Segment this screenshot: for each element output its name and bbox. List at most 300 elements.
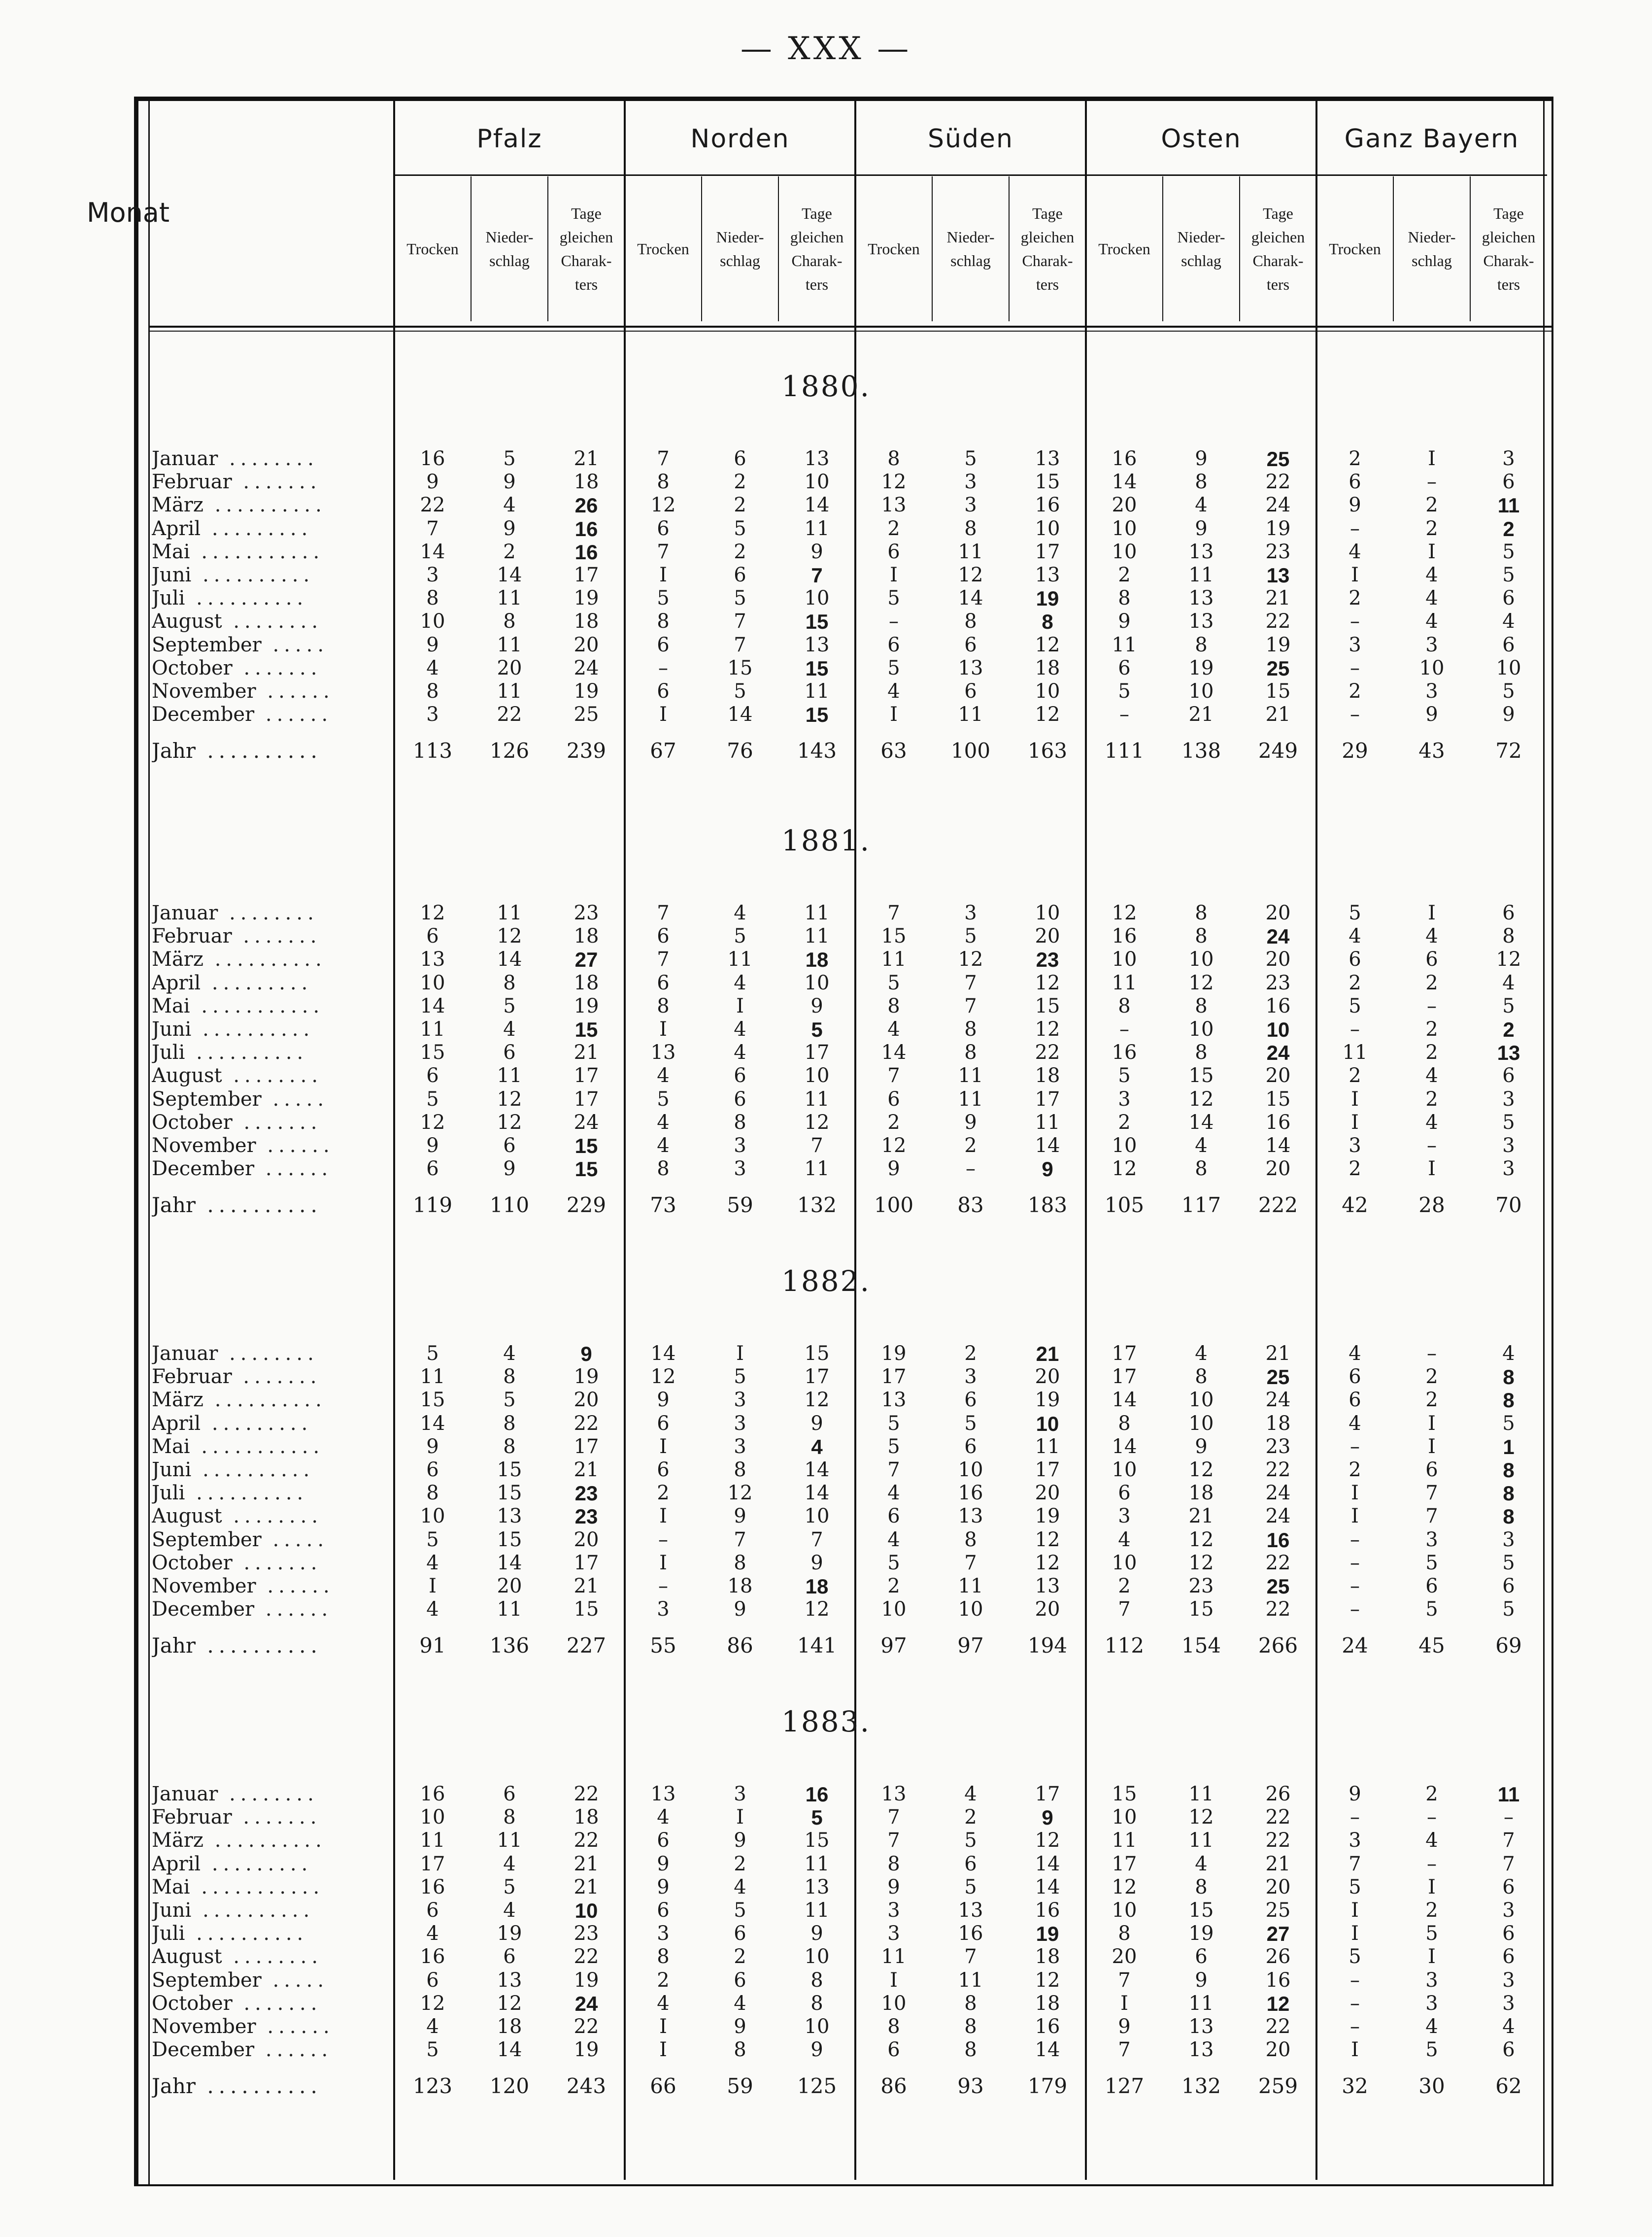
table-cell: 20	[1035, 1482, 1060, 1505]
table-cell: –	[1350, 610, 1360, 633]
region-header-pfalz: Pfalz	[476, 124, 542, 154]
table-cell: I	[659, 1505, 667, 1528]
month-name: Januar	[152, 902, 218, 924]
table-cell: 66	[650, 2074, 676, 2099]
table-cell: 6	[1349, 948, 1361, 971]
table-cell: 4	[1195, 1134, 1208, 1157]
table-cell: 10	[958, 1458, 983, 1481]
table-cell: 16	[420, 1875, 445, 1898]
table-cell: 3	[1502, 447, 1515, 470]
table-row	[0, 925, 1652, 948]
month-label	[152, 1134, 388, 1157]
leader-dots: ........	[222, 1064, 323, 1087]
leader-dots: ...........	[190, 1435, 325, 1458]
table-cell: 15	[574, 1157, 598, 1181]
table-cell: 18	[573, 471, 599, 494]
table-cell: 19	[1035, 1389, 1060, 1412]
table-cell: 7	[657, 948, 670, 971]
leader-dots: ......	[256, 2015, 335, 2038]
table-cell: 22	[573, 2015, 599, 2038]
table-cell: 18	[497, 2015, 522, 2038]
table-cell: 17	[573, 1551, 599, 1574]
table-cell: 12	[1188, 1551, 1214, 1574]
table-cell: 10	[420, 610, 445, 633]
table-cell: 6	[503, 1041, 516, 1064]
table-cell: 5	[1502, 1412, 1515, 1435]
table-cell: 154	[1181, 1633, 1221, 1658]
table-cell: 6	[657, 1412, 670, 1435]
table-row	[0, 657, 1652, 680]
table-cell: 6	[1349, 1389, 1361, 1412]
table-cell: 5	[1502, 1551, 1515, 1574]
table-cell: –	[889, 610, 899, 633]
leader-dots: ........	[222, 610, 323, 633]
table-cell: 4	[426, 2015, 439, 2038]
table-cell: 10	[804, 1505, 830, 1528]
table-cell: 16	[420, 447, 445, 470]
table-cell: 17	[881, 1365, 907, 1389]
table-cell: 6	[657, 1829, 670, 1852]
header-separator-2	[148, 331, 1551, 332]
month-name: Juni	[152, 1899, 192, 1922]
table-cell: 12	[1112, 902, 1137, 924]
table-cell: 23	[574, 1505, 598, 1528]
table-cell: 4	[887, 1528, 900, 1551]
leader-dots: ..........	[191, 1899, 315, 1922]
table-cell: 11	[1188, 564, 1214, 586]
table-cell: 2	[1425, 494, 1438, 517]
month-name: März	[152, 1389, 203, 1412]
table-cell: 21	[1265, 1342, 1291, 1365]
table-cell: 7	[887, 1806, 900, 1829]
table-cell: 3	[887, 1922, 900, 1945]
table-cell: 15	[1188, 1598, 1214, 1621]
table-cell: 13	[804, 1875, 830, 1898]
table-cell: 9	[1195, 517, 1208, 540]
table-cell: 15	[1035, 471, 1060, 494]
table-cell: 9	[887, 1875, 900, 1898]
table-cell: 10	[1188, 680, 1214, 703]
table-cell: 6	[734, 447, 746, 470]
table-cell: 15	[497, 1482, 522, 1505]
leader-dots: ..........	[191, 564, 315, 586]
table-cell: 17	[1035, 1458, 1060, 1481]
table-cell: 11	[958, 1087, 983, 1111]
table-cell: 5	[426, 1087, 439, 1111]
month-name: Mai	[152, 994, 190, 1017]
table-cell: 23	[1265, 540, 1291, 563]
table-cell: 2	[503, 540, 516, 563]
subcolumn-header: Tage gleichen Charak- ters	[1251, 204, 1305, 293]
table-cell: 22	[420, 494, 445, 517]
table-cell: 125	[797, 2074, 837, 2099]
table-cell: 26	[574, 494, 598, 517]
table-cell: 14	[1035, 1134, 1060, 1157]
table-cell: 11	[804, 925, 830, 948]
table-cell: 9	[734, 1505, 746, 1528]
table-cell: 2	[1349, 1157, 1361, 1181]
table-cell: 7	[964, 1945, 977, 1968]
table-cell: 24	[574, 1992, 598, 2015]
table-cell: 12	[1035, 1829, 1060, 1852]
table-cell: 13	[804, 447, 830, 470]
month-label	[152, 1157, 388, 1181]
table-cell: 9	[887, 1157, 900, 1181]
table-cell: 17	[804, 1041, 830, 1064]
table-cell: 21	[573, 1041, 599, 1064]
table-cell: 2	[1349, 587, 1361, 610]
month-label	[152, 1018, 388, 1041]
table-cell: 18	[1035, 1064, 1060, 1087]
table-cell: 4	[734, 971, 746, 994]
table-cell: 23	[1036, 948, 1059, 972]
table-cell: 5	[1502, 680, 1515, 703]
table-cell: 11	[497, 680, 522, 703]
table-cell: –	[1119, 703, 1129, 726]
table-cell: 5	[657, 587, 670, 610]
table-cell: 70	[1495, 1193, 1522, 1218]
table-cell: I	[1351, 1111, 1359, 1134]
table-cell: 9	[426, 471, 439, 494]
table-cell: 10	[420, 1505, 445, 1528]
month-label	[152, 1482, 388, 1505]
table-cell: 2	[734, 471, 746, 494]
table-cell: 17	[1035, 1783, 1060, 1805]
table-cell: 7	[887, 1829, 900, 1852]
table-cell: I	[429, 1575, 437, 1597]
table-cell: 15	[804, 1342, 830, 1365]
table-cell: 59	[727, 2074, 753, 2099]
table-cell: 23	[1188, 1575, 1214, 1597]
table-cell: 24	[1266, 1041, 1290, 1065]
month-name: April	[152, 1852, 201, 1875]
jahr-row	[0, 2074, 1652, 2098]
table-cell: 11	[497, 1064, 522, 1087]
table-cell: 239	[566, 739, 607, 763]
month-label	[152, 1899, 388, 1922]
table-cell: 14	[804, 1458, 830, 1481]
table-cell: 20	[1035, 1365, 1060, 1389]
table-cell: 12	[650, 1365, 676, 1389]
table-cell: 15	[805, 656, 829, 680]
table-cell: 16	[420, 1945, 445, 1968]
table-cell: 4	[734, 1018, 746, 1041]
table-cell: 8	[1195, 1875, 1208, 1898]
table-cell: 141	[797, 1633, 837, 1658]
table-cell: 2	[657, 1968, 670, 1992]
table-cell: 12	[1112, 1875, 1137, 1898]
table-cell: 11	[804, 1852, 830, 1875]
table-cell: 3	[657, 1922, 670, 1945]
table-cell: 18	[573, 1806, 599, 1829]
table-cell: 5	[1349, 1945, 1361, 1968]
table-cell: 18	[573, 610, 599, 633]
table-cell: 2	[964, 1342, 977, 1365]
leader-dots: ..........	[203, 1829, 327, 1852]
month-label	[152, 1806, 388, 1829]
table-cell: 86	[880, 2074, 907, 2099]
leader-dots: ..........	[196, 1193, 322, 1217]
table-cell: 4	[1349, 1412, 1361, 1435]
table-cell: 4	[887, 680, 900, 703]
region-header-ganz-bayern: Ganz Bayern	[1344, 124, 1519, 154]
subcolumn-header: Tage gleichen Charak- ters	[790, 204, 844, 293]
table-cell: –	[1427, 994, 1437, 1017]
table-cell: 4	[426, 1922, 439, 1945]
table-cell: 10	[804, 587, 830, 610]
table-cell: 12	[1035, 633, 1060, 656]
table-cell: 12	[804, 1389, 830, 1412]
month-name: Jahr	[152, 1193, 196, 1217]
table-cell: 6	[1502, 1575, 1515, 1597]
table-row	[0, 1111, 1652, 1134]
table-cell: 17	[1035, 540, 1060, 563]
table-cell: 5	[1425, 1922, 1438, 1945]
leader-dots: ..........	[185, 1041, 308, 1064]
table-cell: 12	[958, 948, 983, 971]
month-name: Juli	[152, 587, 185, 610]
month-name: November	[152, 1575, 256, 1597]
table-cell: 17	[420, 1852, 445, 1875]
month-name: Juni	[152, 1018, 192, 1041]
table-cell: 4	[1502, 1342, 1515, 1365]
table-cell: 2	[887, 1575, 900, 1597]
leader-dots: ......	[256, 680, 335, 703]
table-cell: 11	[958, 1575, 983, 1597]
table-row	[0, 1899, 1652, 1922]
leader-dots: .....	[261, 1087, 329, 1111]
table-cell: 14	[420, 540, 445, 563]
table-cell: 9	[657, 1389, 670, 1412]
month-label	[152, 1876, 388, 1899]
table-row	[0, 1342, 1652, 1365]
region-header-osten: Osten	[1161, 124, 1242, 154]
table-cell: 6	[734, 1968, 746, 1992]
table-cell: 2	[964, 1806, 977, 1829]
table-cell: 8	[1503, 1389, 1515, 1412]
jahr-row	[0, 739, 1652, 762]
table-cell: 20	[1265, 1875, 1291, 1898]
table-cell: 13	[1035, 1575, 1060, 1597]
table-cell: 19	[573, 1968, 599, 1992]
leader-dots: .......	[232, 656, 322, 679]
table-cell: 14	[1112, 471, 1137, 494]
table-cell: 9	[1118, 2015, 1131, 2038]
table-cell: I	[1428, 1875, 1436, 1898]
table-cell: I	[659, 564, 667, 586]
table-row	[0, 494, 1652, 517]
month-name: August	[152, 1505, 222, 1528]
table-cell: 10	[881, 1598, 907, 1621]
table-cell: 4	[1425, 2015, 1438, 2038]
table-cell: 10	[881, 1992, 907, 2015]
table-cell: 22	[1265, 1598, 1291, 1621]
table-cell: 9	[426, 1134, 439, 1157]
table-cell: 15	[881, 925, 907, 948]
table-cell: I	[1428, 1945, 1436, 1968]
table-row	[0, 1945, 1652, 1968]
table-cell: 5	[657, 1087, 670, 1111]
table-cell: I	[659, 2015, 667, 2038]
table-cell: 12	[420, 902, 445, 924]
table-cell: 24	[1265, 1389, 1291, 1412]
table-cell: 15	[804, 1829, 830, 1852]
table-cell: 76	[727, 739, 753, 763]
table-cell: 12	[804, 1598, 830, 1621]
table-cell: 13	[1188, 540, 1214, 563]
table-cell: 15	[1265, 1087, 1291, 1111]
table-cell: 5	[426, 1342, 439, 1365]
table-cell: 12	[1188, 1087, 1214, 1111]
leader-dots: ..........	[185, 1482, 308, 1505]
month-label	[152, 634, 388, 657]
table-cell: 4	[1118, 1528, 1131, 1551]
month-label	[152, 2015, 388, 2038]
month-name: October	[152, 656, 233, 679]
table-cell: 12	[497, 1992, 522, 2015]
table-cell: 14	[1112, 1389, 1137, 1412]
table-cell: 15	[805, 703, 829, 727]
month-name: April	[152, 971, 201, 994]
table-cell: 3	[426, 703, 439, 726]
table-cell: 91	[419, 1633, 446, 1658]
table-cell: 16	[1035, 494, 1060, 517]
table-cell: I	[1428, 1435, 1436, 1458]
table-cell: 17	[573, 564, 599, 586]
table-cell: 6	[426, 1064, 439, 1087]
table-cell: 21	[573, 1575, 599, 1597]
table-cell: 69	[1495, 1633, 1522, 1658]
table-cell: 21	[1188, 703, 1214, 726]
monat-header: Monat	[86, 197, 170, 228]
table-cell: 8	[1118, 1412, 1131, 1435]
table-cell: 9	[810, 2038, 823, 2062]
table-cell: 7	[811, 564, 823, 587]
table-cell: 7	[887, 1064, 900, 1087]
table-row	[0, 1505, 1652, 1528]
table-cell: 11	[804, 1157, 830, 1181]
table-cell: –	[658, 1528, 668, 1551]
table-cell: –	[1350, 1528, 1360, 1551]
month-name: December	[152, 2038, 255, 2062]
table-cell: 4	[426, 1551, 439, 1574]
jahr-row	[0, 1634, 1652, 1657]
table-cell: 9	[657, 1875, 670, 1898]
subcolumn-header: Nieder- schlag	[1177, 228, 1225, 270]
table-cell: 17	[1112, 1852, 1137, 1875]
table-cell: –	[1427, 1342, 1437, 1365]
table-cell: 11	[420, 1018, 445, 1041]
table-row	[0, 1992, 1652, 2015]
table-cell: 9	[734, 1829, 746, 1852]
month-name: October	[152, 1992, 233, 2015]
table-cell: 3	[1349, 1829, 1361, 1852]
table-cell: 13	[804, 633, 830, 656]
table-cell: 6	[1502, 1945, 1515, 1968]
table-cell: 6	[657, 517, 670, 540]
table-cell: 22	[573, 1945, 599, 1968]
table-cell: 3	[1502, 1157, 1515, 1181]
table-cell: 3	[1502, 1528, 1515, 1551]
table-row	[0, 587, 1652, 610]
leader-dots: ..........	[185, 1922, 308, 1945]
table-cell: 16	[1035, 2015, 1060, 2038]
table-cell: 10	[958, 1598, 983, 1621]
table-row	[0, 703, 1652, 726]
table-row	[0, 1365, 1652, 1389]
subcolumn-header: Nieder- schlag	[485, 228, 534, 270]
leader-dots: ......	[254, 2038, 333, 2062]
table-row	[0, 517, 1652, 541]
table-cell: 100	[874, 1193, 914, 1218]
table-cell: 16	[1266, 1528, 1290, 1552]
table-cell: 12	[1035, 703, 1060, 726]
month-label	[152, 1435, 388, 1458]
table-cell: 13	[958, 656, 983, 679]
month-name: September	[152, 1087, 262, 1111]
leader-dots: .........	[201, 517, 313, 540]
table-cell: 24	[1342, 1633, 1368, 1658]
table-cell: 5	[1502, 564, 1515, 586]
table-cell: 6	[1502, 1922, 1515, 1945]
jahr-row	[0, 1193, 1652, 1217]
table-cell: 11	[1188, 1829, 1214, 1852]
table-cell: 8	[426, 680, 439, 703]
month-name: September	[152, 633, 262, 656]
table-cell: 16	[1112, 447, 1137, 470]
table-cell: 73	[650, 1193, 676, 1218]
table-cell: 13	[497, 1505, 522, 1528]
table-cell: 2	[657, 1482, 670, 1505]
jahr-label	[152, 1634, 388, 1657]
table-cell: 9	[1118, 610, 1131, 633]
table-cell: 6	[1502, 633, 1515, 656]
table-cell: I	[659, 1018, 667, 1041]
month-label	[152, 680, 388, 703]
year-heading: 1883.	[781, 1705, 871, 1738]
leader-dots: ..........	[191, 1018, 315, 1041]
table-cell: 4	[1425, 564, 1438, 586]
month-label	[152, 1922, 388, 1945]
table-cell: 15	[805, 610, 829, 634]
table-cell: 15	[420, 1041, 445, 1064]
table-cell: 10	[1112, 540, 1137, 563]
leader-dots: .......	[232, 1551, 322, 1574]
table-cell: 7	[1425, 1505, 1438, 1528]
table-cell: 11	[1188, 1783, 1214, 1805]
header-separator	[148, 326, 1551, 328]
table-cell: 3	[1425, 1968, 1438, 1992]
table-cell: 11	[1342, 1041, 1368, 1064]
table-cell: –	[1350, 1968, 1360, 1992]
table-cell: 5	[1118, 680, 1131, 703]
table-cell: 11	[958, 1064, 983, 1087]
table-cell: –	[1427, 1806, 1437, 1829]
table-cell: 12	[1035, 1528, 1060, 1551]
table-cell: 8	[964, 2015, 977, 2038]
leader-dots: ..........	[191, 1458, 315, 1481]
table-cell: 15	[1035, 994, 1060, 1017]
table-cell: 14	[804, 494, 830, 517]
subcolumn-header: Tage gleichen Charak- ters	[1482, 204, 1536, 293]
table-cell: 6	[964, 633, 977, 656]
table-cell: I	[1351, 1922, 1359, 1945]
table-cell: 8	[1195, 633, 1208, 656]
table-cell: 24	[573, 656, 599, 679]
leader-dots: ........	[218, 1783, 319, 1805]
table-cell: 10	[804, 1064, 830, 1087]
table-cell: 3	[1425, 680, 1438, 703]
